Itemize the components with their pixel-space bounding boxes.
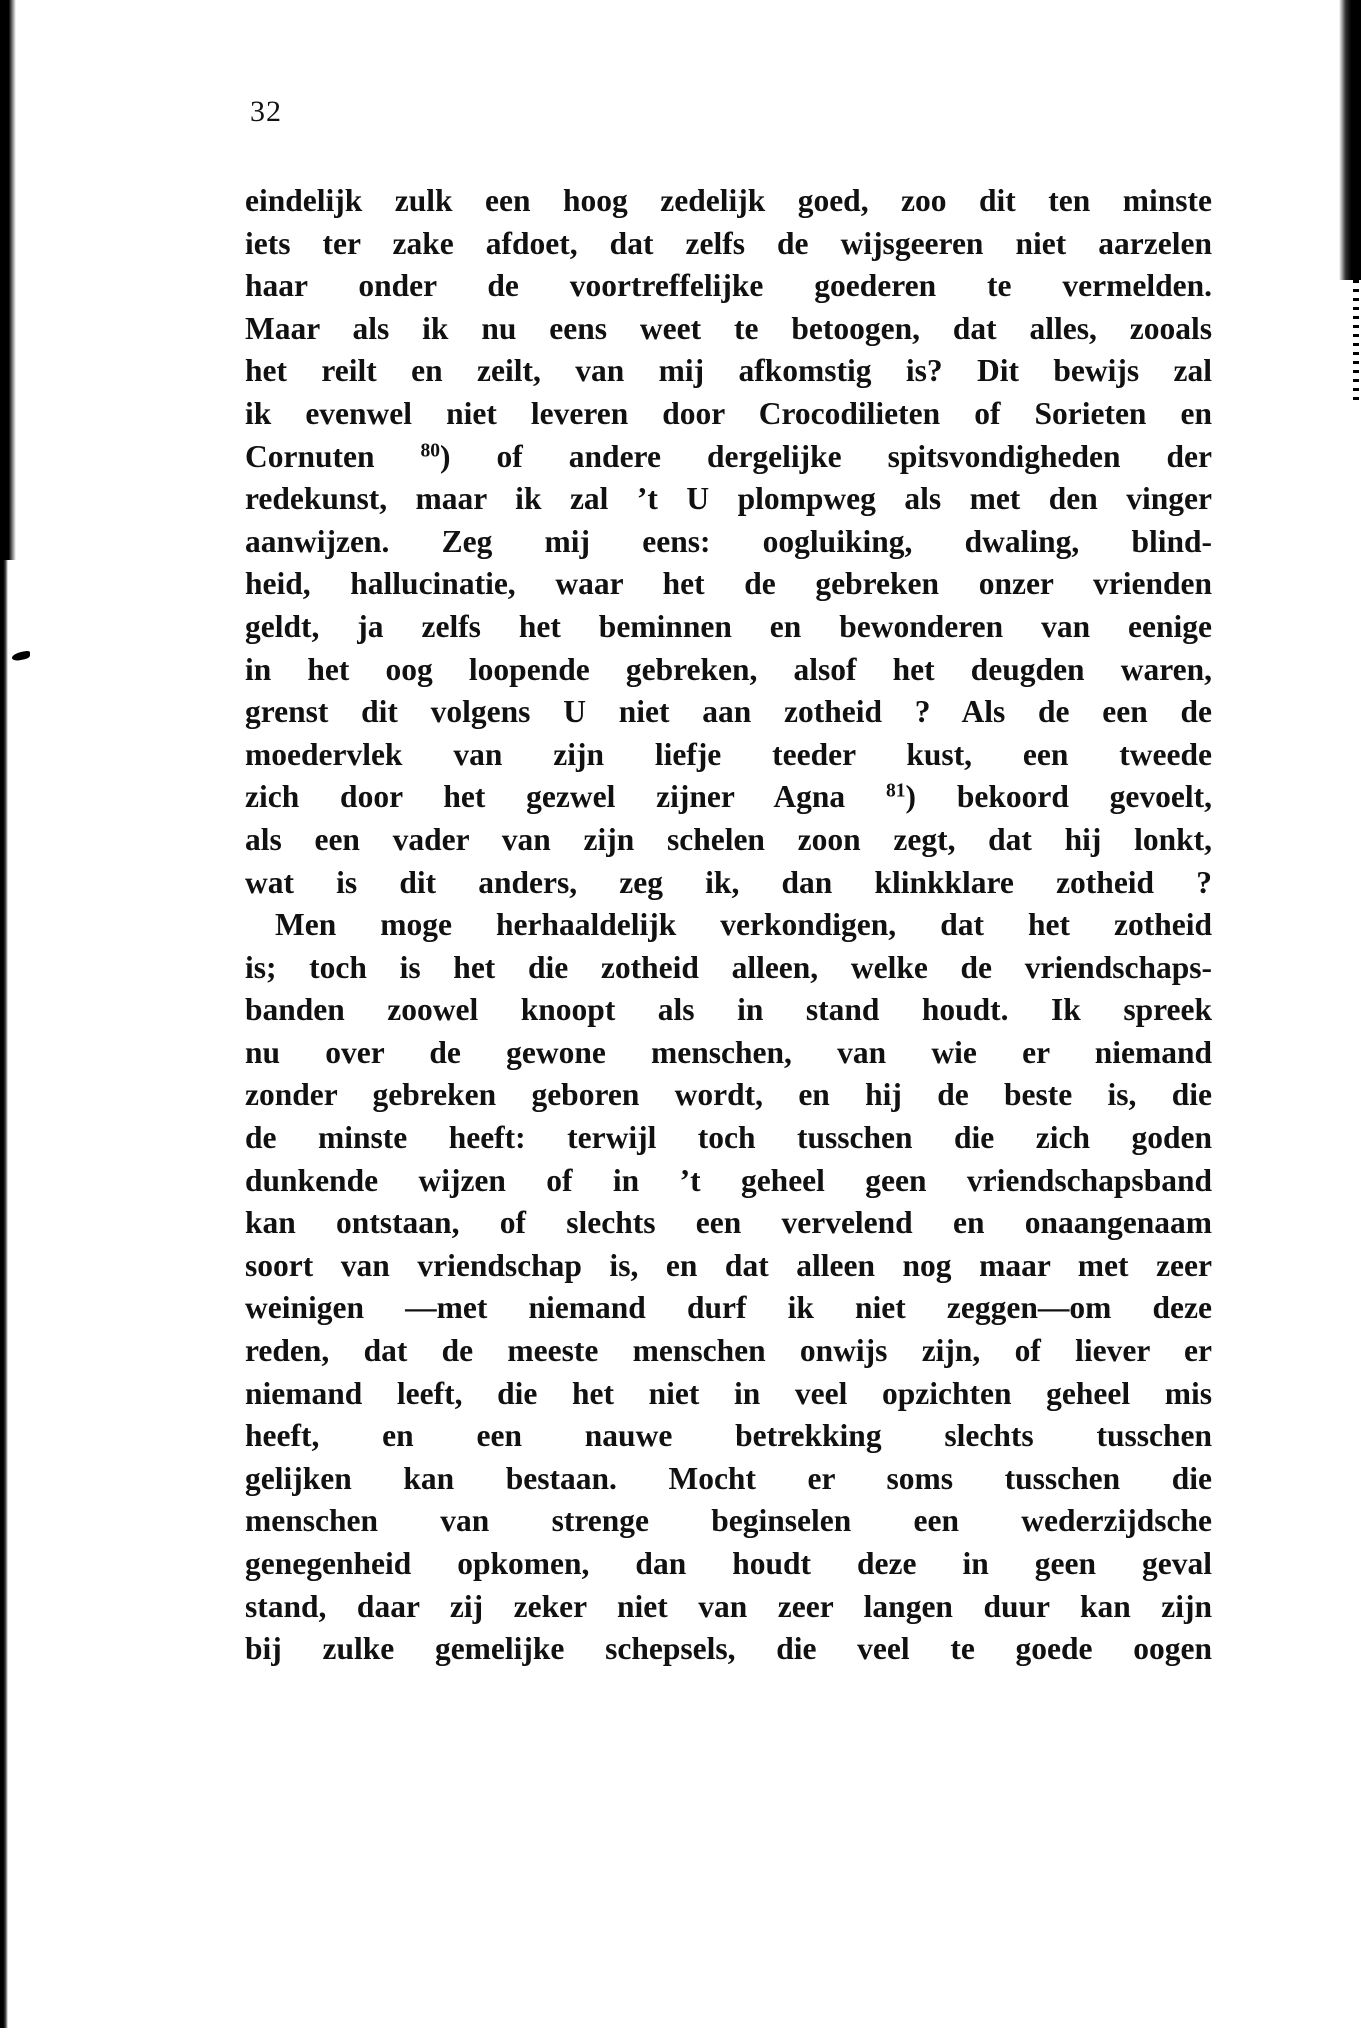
text-line-segment: ) of andere dergelijke spitsvondigheden der [440, 438, 1212, 474]
text-line: dunkende wijzen of in ’t geheel geen vriendschapsband [245, 1162, 1212, 1198]
text-line: stand, daar zij zeker niet van zeer langen duur kan zijn [245, 1588, 1212, 1624]
text-line: soort van vriendschap is, en dat alleen nog maar met zeer [245, 1247, 1212, 1283]
text-line: geldt, ja zelfs het beminnen en bewonderen van eenige [245, 608, 1212, 644]
footnote-reference: 81 [885, 780, 906, 802]
text-line: Men moge herhaaldelijk verkondigen, dat het zotheid [275, 907, 1212, 943]
text-line-segment: Cornuten [245, 438, 421, 474]
text-line [245, 776, 1212, 819]
text-line: zonder gebreken geboren wordt, en hij de beste is, die [245, 1077, 1212, 1113]
text-line: aanwijzen. Zeg mij eens: oogluiking, dwaling, blind- [245, 523, 1212, 559]
text-line: menschen van strenge beginselen een wederzijdsche [245, 1503, 1212, 1539]
text-line: moedervlek van zijn liefje teeder kust, een tweede [245, 736, 1212, 772]
text-line: haar onder de voortreffelijke goederen te vermelden. [245, 268, 1212, 304]
text-line: Maar als ik nu eens weet te betoogen, dat alles, zooals [245, 310, 1212, 346]
text-line: in het oog loopende gebreken, alsof het deugden waren, [245, 651, 1212, 687]
text-line [245, 436, 1212, 479]
footnote-reference: 80 [420, 439, 441, 461]
text-line-segment: zich door het gezwel zijner Agna [245, 779, 886, 815]
text-line: grenst dit volgens U niet aan zotheid ? Als de een de [245, 694, 1212, 730]
text-line: iets ter zake afdoet, dat zelfs de wijsgeeren niet aarzelen [245, 225, 1212, 261]
text-line: ik evenwel niet leveren door Crocodilieten of Sorieten en [245, 395, 1212, 431]
text-line: nu over de gewone menschen, van wie er niemand [245, 1034, 1212, 1070]
text-line: het reilt en zeilt, van mij afkomstig is? Dit bewijs zal [245, 353, 1212, 389]
text-line: banden zoowel knoopt als in stand houdt. Ik spreek [245, 992, 1212, 1028]
text-line: genegenheid opkomen, dan houdt deze in geen geval [245, 1546, 1212, 1581]
text-line: niemand leeft, die het niet in veel opzichten geheel mis [245, 1375, 1212, 1411]
text-line: reden, dat de meeste menschen onwijs zijn, of liever er [245, 1333, 1212, 1369]
text-line: wat is dit anders, zeg ik, dan klinkklare zotheid ? [245, 864, 1212, 900]
page-number: 32 [250, 95, 282, 128]
text-line: heeft, en een nauwe betrekking slechts tusschen [245, 1418, 1212, 1454]
body-text [245, 180, 1212, 1671]
text-line: gelijken kan bestaan. Mocht er soms tusschen die [245, 1460, 1212, 1496]
text-line: bij zulke gemelijke schepsels, die veel te goede oogen [245, 1631, 1212, 1667]
text-line: is; toch is het die zotheid alleen, welke de vriendschaps- [245, 949, 1212, 985]
text-line: redekunst, maar ik zal ’t U plompweg als met den vinger [245, 481, 1212, 517]
text-line: als een vader van zijn schelen zoon zegt, dat hij lonkt, [245, 821, 1212, 857]
text-line: heid, hallucinatie, waar het de gebreken onzer vrienden [245, 566, 1212, 602]
margin-ink-mark [12, 650, 30, 662]
text-line: de minste heeft: terwijl toch tusschen die zich goden [245, 1120, 1212, 1156]
scan-border-right [1339, 0, 1361, 280]
text-line: kan ontstaan, of slechts een vervelend en onaangenaam [245, 1205, 1212, 1241]
text-line-segment: ) bekoord gevoelt, [905, 779, 1212, 815]
scan-border-left-shadow [0, 0, 16, 560]
text-line: weinigen —met niemand durf ik niet zeggen—om deze [245, 1290, 1212, 1326]
text-line: eindelijk zulk een hoog zedelijk goed, zoo dit ten minste [245, 183, 1212, 218]
scan-border-right-specks [1353, 280, 1359, 400]
